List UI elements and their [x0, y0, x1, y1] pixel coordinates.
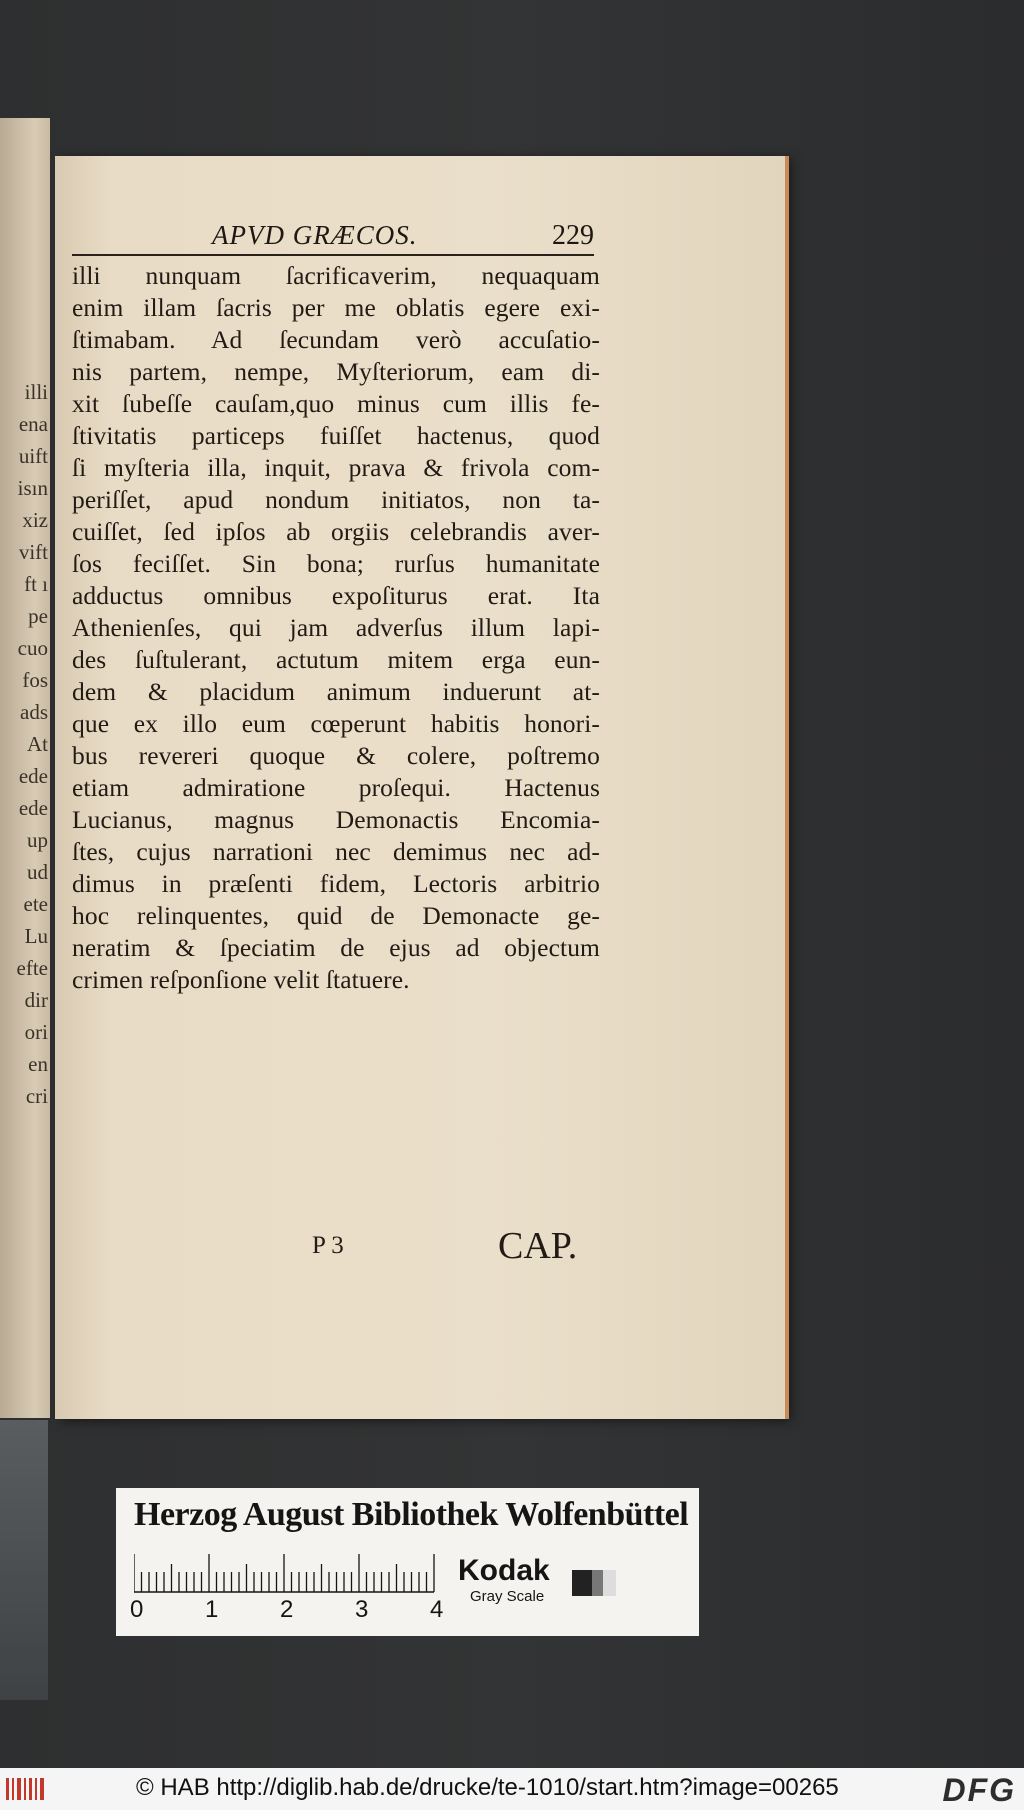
text-line: enim illam ſacris per me oblatis egere exi-: [72, 293, 600, 322]
text-line: cuiſſet, ſed ipſos ab orgiis celebrandis aver-: [72, 517, 600, 546]
gray-scale-label: Gray Scale: [470, 1588, 545, 1605]
fragment-line: cri: [25, 1084, 48, 1108]
library-label-card: [116, 1488, 699, 1636]
scale-number: 2: [280, 1596, 294, 1623]
fragment-line: uift: [18, 444, 48, 468]
fragment-line: xiz: [22, 508, 48, 532]
scale-number: 4: [430, 1596, 444, 1623]
text-line: ſtivitatis particeps fuiſſet hactenus, quod: [72, 421, 600, 450]
fragment-line: Lu: [24, 924, 48, 948]
text-line: periſſet, apud nondum initiatos, non ta-: [72, 485, 600, 514]
fragment-line: At: [27, 732, 48, 756]
text-line: adductus omnibus expoſiturus erat. Ita: [72, 581, 600, 610]
footer-bar: [0, 1768, 1024, 1810]
scale-number: 1: [205, 1596, 219, 1623]
text-line: des ſuſtulerant, actutum mitem erga eun-: [72, 645, 600, 674]
page-number: 229: [552, 220, 594, 251]
fragment-line: ena: [18, 412, 48, 436]
library-name: Herzog August Bibliothek Wolfenbüttel: [134, 1496, 689, 1533]
catchword: CAP.: [498, 1225, 578, 1267]
fragment-line: illi: [24, 380, 48, 404]
fragment-line: ori: [24, 1020, 48, 1044]
text-line: nis partem, nempe, Myſteriorum, eam di-: [72, 357, 600, 386]
text-line: etiam admiratione proſequi. Hactenus: [72, 773, 600, 802]
kodak-brand: Kodak: [458, 1554, 550, 1587]
adjacent-page-text: [2, 376, 48, 1112]
fragment-line: ede: [18, 796, 48, 820]
fragment-line: dir: [24, 988, 48, 1012]
body-text: [72, 260, 600, 996]
fragment-line: ft ı: [24, 572, 48, 596]
page-shadow: [0, 1420, 48, 1700]
text-line: dimus in præſenti fidem, Lectoris arbitrio: [72, 869, 600, 898]
gray-scale-patch: [572, 1570, 616, 1596]
scale-number: 3: [355, 1596, 369, 1623]
text-line: neratim & ſpeciatim de ejus ad objectum: [72, 933, 600, 962]
fragment-line: ede: [18, 764, 48, 788]
fragment-line: up: [27, 828, 48, 852]
text-line: ſos feciſſet. Sin bona; rurſus humanitate: [72, 549, 600, 578]
fragment-line: vift: [18, 540, 48, 564]
fragment-line: pe: [28, 604, 48, 628]
fragment-line: fos: [22, 668, 48, 692]
text-line: Athenienſes, qui jam adverſus illum lapi-: [72, 613, 600, 642]
text-line: Lucianus, magnus Demonactis Encomia-: [72, 805, 600, 834]
text-line: crimen reſponſione velit ſtatuere.: [72, 965, 410, 994]
fragment-line: cuo: [17, 636, 48, 660]
footer-citation-link[interactable]: © HAB http://diglib.hab.de/drucke/te-1010/start.htm?image=00265: [136, 1774, 839, 1801]
text-line: ſtes, cujus narrationi nec demimus nec ad-: [72, 837, 600, 866]
signature-mark: P 3: [312, 1232, 344, 1259]
dfg-logo: DFG: [942, 1772, 1016, 1808]
text-line: illi nunquam ſacrificaverim, nequaquam: [72, 261, 600, 290]
text-line: que ex illo eum cœperunt habitis honori-: [72, 709, 600, 738]
fragment-line: ete: [23, 892, 48, 916]
text-line: dem & placidum animum induerunt at-: [72, 677, 600, 706]
hab-barcode-logo-icon: [6, 1776, 48, 1802]
text-line: xit ſubeſſe cauſam,quo minus cum illis fe-: [72, 389, 600, 418]
fragment-line: ud: [27, 860, 48, 884]
text-line: ſi myſteria illa, inquit, prava & frivola com-: [72, 453, 600, 482]
running-head-title: APVD GRÆCOS.: [212, 220, 418, 250]
fragment-line: isın: [17, 476, 48, 500]
fragment-line: ads: [20, 700, 48, 724]
text-line: bus revereri quoque & colere, poſtremo: [72, 741, 600, 770]
adjacent-page-edge: [0, 118, 50, 1418]
fragment-line: en: [28, 1052, 48, 1076]
scale-number: 0: [130, 1596, 144, 1623]
text-line: ſtimabam. Ad ſecundam verò accuſatio-: [72, 325, 600, 354]
head-rule: [72, 254, 594, 256]
fragment-line: efte: [16, 956, 48, 980]
text-line: hoc relinquentes, quid de Demonacte ge-: [72, 901, 600, 930]
